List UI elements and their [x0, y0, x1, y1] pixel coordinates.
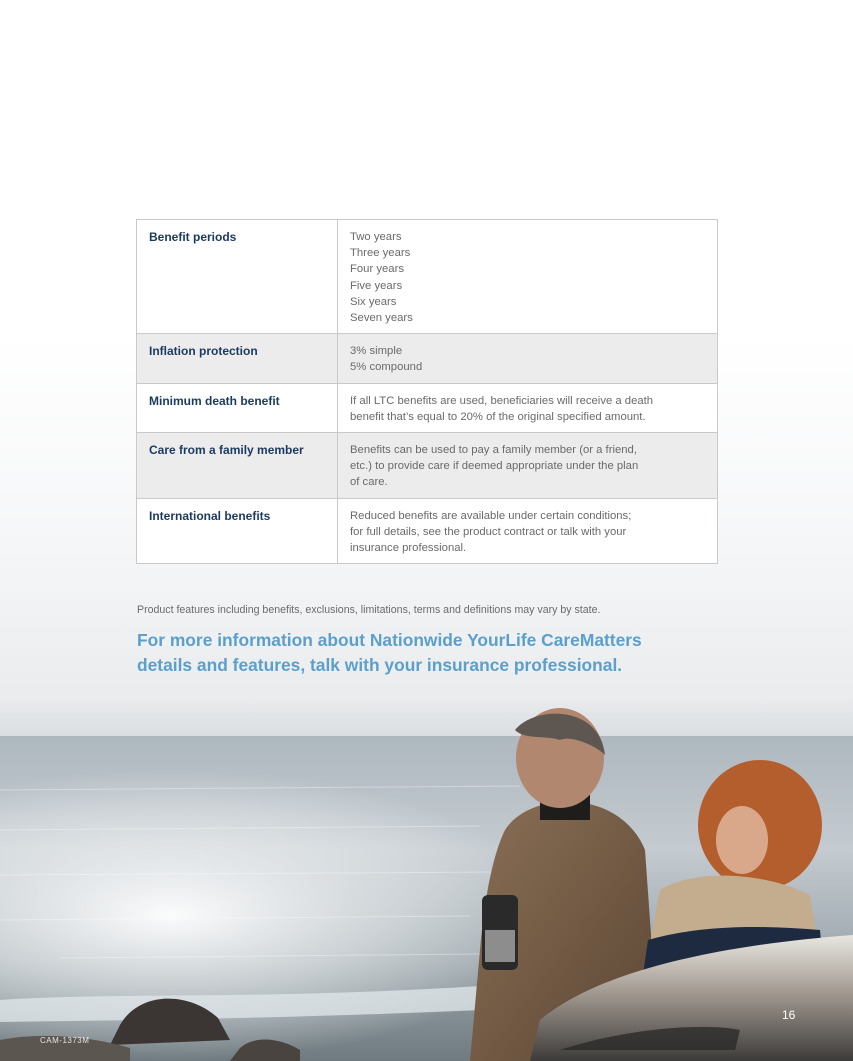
row-value: [338, 498, 718, 564]
cta-line: For more information about Nationwide YourLife CareMatters: [137, 630, 642, 650]
value-line: 3% simple: [350, 345, 403, 358]
value-line: Five years: [350, 279, 403, 292]
page-number: 16: [782, 1008, 796, 1022]
coastal-photo: [0, 700, 853, 1061]
table-row: [137, 334, 718, 383]
cta-line: details and features, talk with your insurance professional.: [137, 655, 623, 675]
table-row: [137, 220, 718, 334]
value-line: etc.) to provide care if deemed appropriate under the plan: [350, 460, 639, 473]
value-line: Benefits can be used to pay a family member (or a friend,: [350, 444, 637, 457]
table-row: [137, 383, 718, 432]
table-row: [137, 433, 718, 499]
call-to-action: [137, 628, 757, 678]
value-line: Reduced benefits are available under certain conditions;: [350, 509, 632, 522]
row-label: Minimum death benefit: [137, 383, 338, 432]
row-value: [338, 383, 718, 432]
value-line: insurance professional.: [350, 542, 467, 555]
row-label: Benefit periods: [137, 220, 338, 334]
row-label: Care from a family member: [137, 433, 338, 499]
table-row: [137, 498, 718, 564]
value-line: of care.: [350, 476, 388, 489]
row-label: Inflation protection: [137, 334, 338, 383]
row-value: [338, 220, 718, 334]
row-label: International benefits: [137, 498, 338, 564]
features-table: [136, 219, 718, 564]
value-line: Seven years: [350, 312, 413, 325]
value-line: 5% compound: [350, 361, 423, 374]
row-value: [338, 334, 718, 383]
value-line: Four years: [350, 263, 404, 276]
value-line: benefit that’s equal to 20% of the original specified amount.: [350, 410, 646, 423]
value-line: If all LTC benefits are used, beneficiaries will receive a death: [350, 394, 654, 407]
document-code: CAM-1373M: [40, 1036, 90, 1045]
value-line: Three years: [350, 247, 411, 260]
row-value: [338, 433, 718, 499]
state-disclaimer: Product features including benefits, exclusions, limitations, terms and definitions may vary by state.: [137, 604, 601, 616]
value-line: for full details, see the product contract or talk with your: [350, 525, 627, 538]
value-line: Two years: [350, 231, 402, 243]
value-line: Six years: [350, 295, 397, 308]
coastal-photo-illustration: [0, 700, 853, 1061]
